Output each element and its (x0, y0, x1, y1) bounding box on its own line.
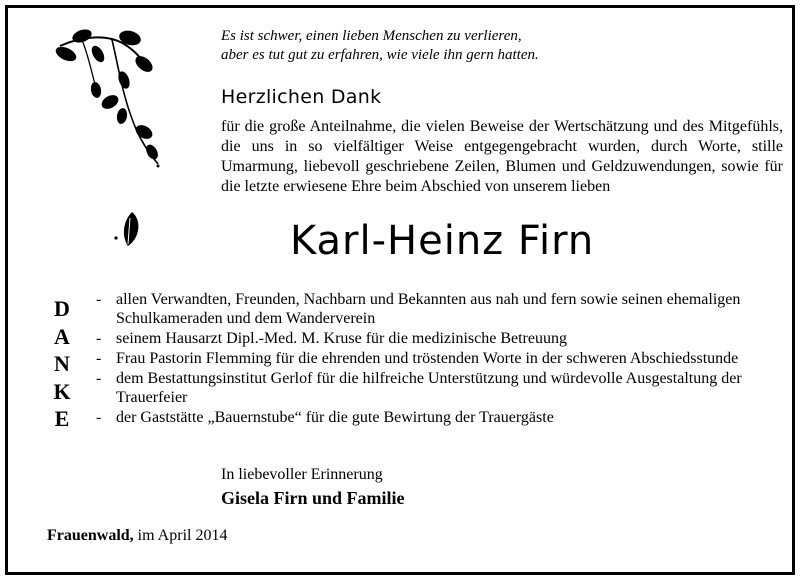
thanks-intro-text: für die große Anteilnahme, die vielen Beweise der Wertschätzung und des Mitgefühls, die uns in so vielfältiger Weise entgegengebracht wurden, durch Worte, stille Umarmung, liebevoll geschriebene Zeilen, Blumen und Geldzuwendungen, sowie für die letzte erwiesene Ehre beim Abschied von unserem lieben (221, 118, 783, 195)
list-item-text: seinem Hausarzt Dipl.-Med. M. Kruse für die medizinische Betreuung (116, 330, 567, 347)
birch-branch-icon (52, 24, 172, 174)
list-item-text: dem Bestattungsinstitut Gerlof für die hilfreiche Unterstützung und würdevolle Ausgestaltung der Trauerfeier (116, 370, 742, 406)
closing-family: Gisela Firn und Familie (221, 488, 405, 508)
list-item-text: Frau Pastorin Flemming für die ehrenden und tröstenden Worte in der schweren Abschiedsstunde (116, 350, 739, 367)
list-dash: - (96, 409, 102, 426)
list-item (96, 408, 786, 427)
danke-letter: E (54, 406, 70, 431)
memorial-quote (221, 27, 781, 65)
footer-place: Frauenwald, (47, 527, 134, 544)
danke-letter: N (54, 351, 70, 376)
thanks-heading: Herzlichen Dank (221, 86, 382, 108)
footer-place-date (47, 527, 227, 545)
list-dash: - (96, 350, 102, 367)
list-item (96, 369, 786, 407)
danke-letter: K (53, 378, 71, 404)
closing-memory: In liebevoller Erinnerung (221, 466, 383, 483)
deceased-name: Karl-Heinz Firn (290, 218, 595, 264)
list-item-text: der Gaststätte „Bauernstube“ für die gute Bewirtung der Trauergäste (116, 409, 554, 426)
list-dash: - (96, 330, 102, 347)
quote-line-2: aber es tut gut zu erfahren, wie viele ihn gern hatten. (221, 47, 539, 63)
list-dash: - (96, 370, 102, 387)
thanks-list (96, 290, 786, 428)
danke-vertical (50, 295, 74, 433)
falling-leaf-icon (112, 208, 146, 252)
list-item (96, 349, 786, 368)
list-dash: - (96, 291, 102, 308)
list-item (96, 329, 786, 348)
list-item (96, 290, 786, 328)
quote-line-1: Es ist schwer, einen lieben Menschen zu verlieren, (221, 28, 522, 44)
danke-letter: A (54, 323, 70, 349)
list-item-text: allen Verwandten, Freunden, Nachbarn und Bekannten aus nah und fern sowie seinen ehemaligen Schulkameraden und dem Wanderverein (116, 291, 741, 327)
footer-date: im April 2014 (137, 527, 228, 544)
danke-letter: D (54, 296, 70, 321)
